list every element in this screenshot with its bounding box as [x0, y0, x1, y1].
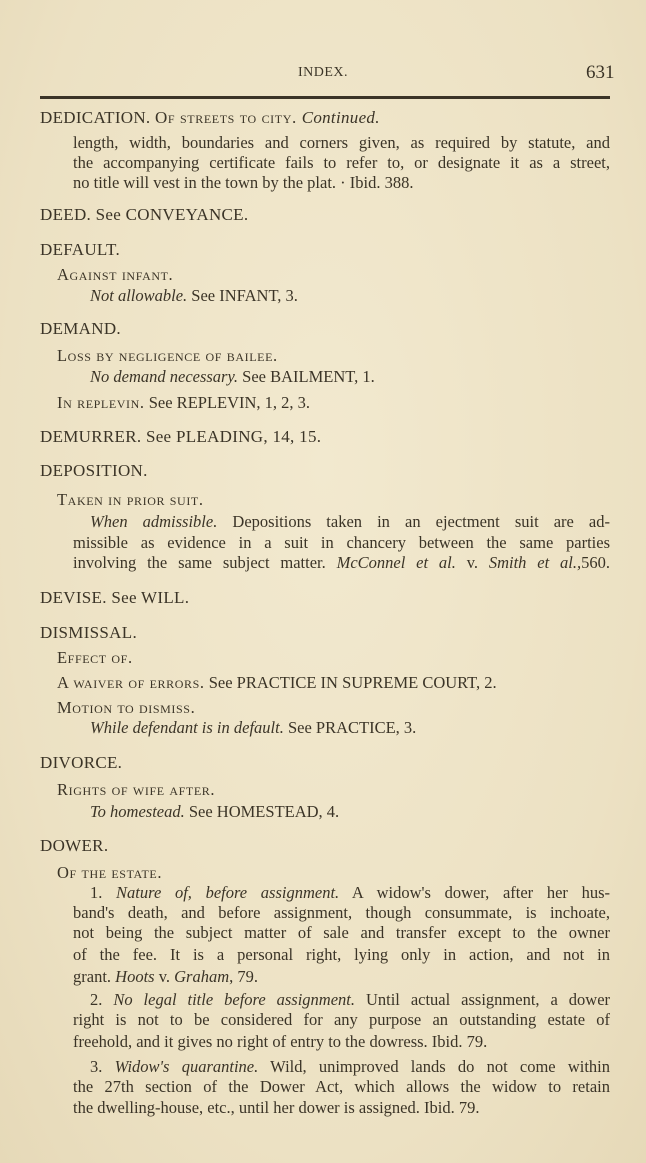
index-entry [90, 802, 339, 822]
text: See REPLEVIN, 1, 2, 3. [144, 393, 311, 412]
entry-continuation [73, 1010, 610, 1030]
entry-continuation [73, 1032, 487, 1052]
small-caps-text: Of streets to city. [155, 108, 302, 127]
text: of the fee. It is a personal right, lying only in action, and not in [73, 945, 610, 964]
text: DEMURRER. See PLEADING, 14, 15. [40, 427, 322, 446]
index-entry [90, 718, 416, 738]
small-caps-text: Rights of wife after. [57, 780, 216, 799]
entry-continuation [73, 533, 610, 553]
text: not being the subject matter of sale and transfer except to the owner [73, 923, 610, 942]
text: See BAILMENT, 1. [238, 367, 375, 386]
italic-text: No legal title before assignment. [113, 990, 355, 1009]
text: See HOMESTEAD, 4. [184, 802, 340, 821]
index-subheading [57, 265, 173, 285]
text: 3. [90, 1057, 115, 1076]
text: DEDICATION. [40, 108, 156, 127]
index-entry [90, 883, 610, 903]
text: involving the same subject matter. [73, 553, 337, 572]
text: 1. [90, 883, 117, 902]
header-rule [40, 96, 610, 99]
text: DEVISE. See WILL. [40, 588, 190, 607]
text: band's death, and before assignment, though consummate, is inchoate, [73, 903, 610, 922]
page-number: 631 [586, 62, 615, 83]
index-subheading [57, 648, 133, 668]
small-caps-text: Of the estate. [57, 863, 163, 882]
text: the accompanying certificate fails to refer to, or designate it as a street, [73, 153, 610, 172]
entry-continuation [73, 923, 610, 943]
index-subheading [57, 490, 204, 510]
text: DEED. See CONVEYANCE. [40, 205, 249, 224]
text: DEMAND. [40, 319, 121, 338]
small-caps-text: Taken in prior suit. [57, 490, 204, 509]
index-subheading [57, 673, 497, 693]
index-subheading [57, 698, 195, 718]
index-subheading [57, 780, 215, 800]
italic-text: Widow's quarantine. [114, 1057, 259, 1076]
index-entry [90, 1057, 610, 1077]
entry-continuation [73, 153, 610, 173]
entry-continuation [73, 1077, 610, 1097]
index-entry [90, 512, 610, 532]
index-heading [40, 588, 189, 608]
small-caps-text: A waiver of errors. [57, 673, 205, 692]
text: See PRACTICE IN SUPREME COURT, 2. [204, 673, 497, 692]
index-entry [90, 367, 375, 387]
italic-text: Nature of, before assignment. [116, 883, 340, 902]
small-caps-text: Against infant. [57, 265, 174, 284]
text: , 79. [229, 967, 259, 986]
text: 2. [90, 990, 114, 1009]
index-heading [40, 108, 380, 128]
text: Until actual assignment, a dower [355, 990, 611, 1009]
text: A widow's dower, after her hus- [339, 883, 610, 902]
text: DEFAULT. [40, 240, 121, 259]
text: the 27th section of the Dower Act, which allows the widow to retain [73, 1077, 610, 1096]
text: v. [466, 553, 489, 572]
text: grant. [73, 967, 116, 986]
text: v. [154, 967, 175, 986]
text: Wild, unimproved lands do not come within [258, 1057, 611, 1076]
italic-text: Not allowable. [90, 286, 188, 305]
text: DEPOSITION. [40, 461, 148, 480]
italic-text: Hoots [115, 967, 155, 986]
index-heading [40, 836, 108, 856]
text: freehold, and it gives no right of entry to the dowress. Ibid. 79. [73, 1032, 488, 1051]
text: missible as evidence in a suit in chancery between the same parties [73, 533, 610, 552]
italic-text: Graham [174, 967, 230, 986]
entry-continuation [73, 903, 610, 923]
text: the dwelling-house, etc., until her dower is assigned. Ibid. 79. [73, 1098, 480, 1117]
index-heading [40, 753, 122, 773]
index-heading [40, 461, 148, 481]
text: length, width, boundaries and corners given, as required by statute, and [73, 133, 610, 152]
text: Depositions taken in an ejectment suit are ad- [217, 512, 610, 531]
small-caps-text: In replevin. [57, 393, 145, 412]
italic-text: To homestead. [90, 802, 185, 821]
text: 560. [581, 553, 610, 572]
index-entry [90, 286, 298, 306]
entry-continuation [73, 1098, 479, 1118]
text: See INFANT, 3. [187, 286, 298, 305]
entry-continuation [73, 967, 258, 987]
index-heading [40, 205, 248, 225]
index-heading [40, 240, 120, 260]
index-entry [90, 990, 610, 1010]
small-caps-text: Effect of. [57, 648, 133, 667]
entry-continuation [73, 553, 610, 573]
text: DOWER. [40, 836, 109, 855]
italic-text: Smith et al., [488, 553, 582, 572]
index-heading [40, 427, 321, 447]
running-head: INDEX. [298, 65, 349, 80]
italic-text: Continued. [301, 108, 380, 127]
entry-continuation [73, 133, 610, 153]
index-heading [40, 319, 121, 339]
small-caps-text: Loss by negligence of bailee. [57, 346, 278, 365]
italic-text: While defendant is in default. [90, 718, 284, 737]
text: See PRACTICE, 3. [283, 718, 417, 737]
small-caps-text: Motion to dismiss. [57, 698, 196, 717]
index-subheading [57, 346, 278, 366]
italic-text: McConnel et al. [336, 553, 467, 572]
text: DISMISSAL. [40, 623, 137, 642]
index-heading [40, 623, 137, 643]
text: right is not to be considered for any purpose an outstanding estate of [73, 1010, 610, 1029]
text: DIVORCE. [40, 753, 123, 772]
index-subheading [57, 863, 162, 883]
entry-continuation [73, 945, 610, 965]
italic-text: When admissible. [90, 512, 218, 531]
entry-continuation [73, 173, 414, 193]
index-subheading [57, 393, 310, 413]
italic-text: No demand necessary. [90, 367, 239, 386]
text: no title will vest in the town by the plat. · Ibid. 388. [73, 173, 414, 192]
